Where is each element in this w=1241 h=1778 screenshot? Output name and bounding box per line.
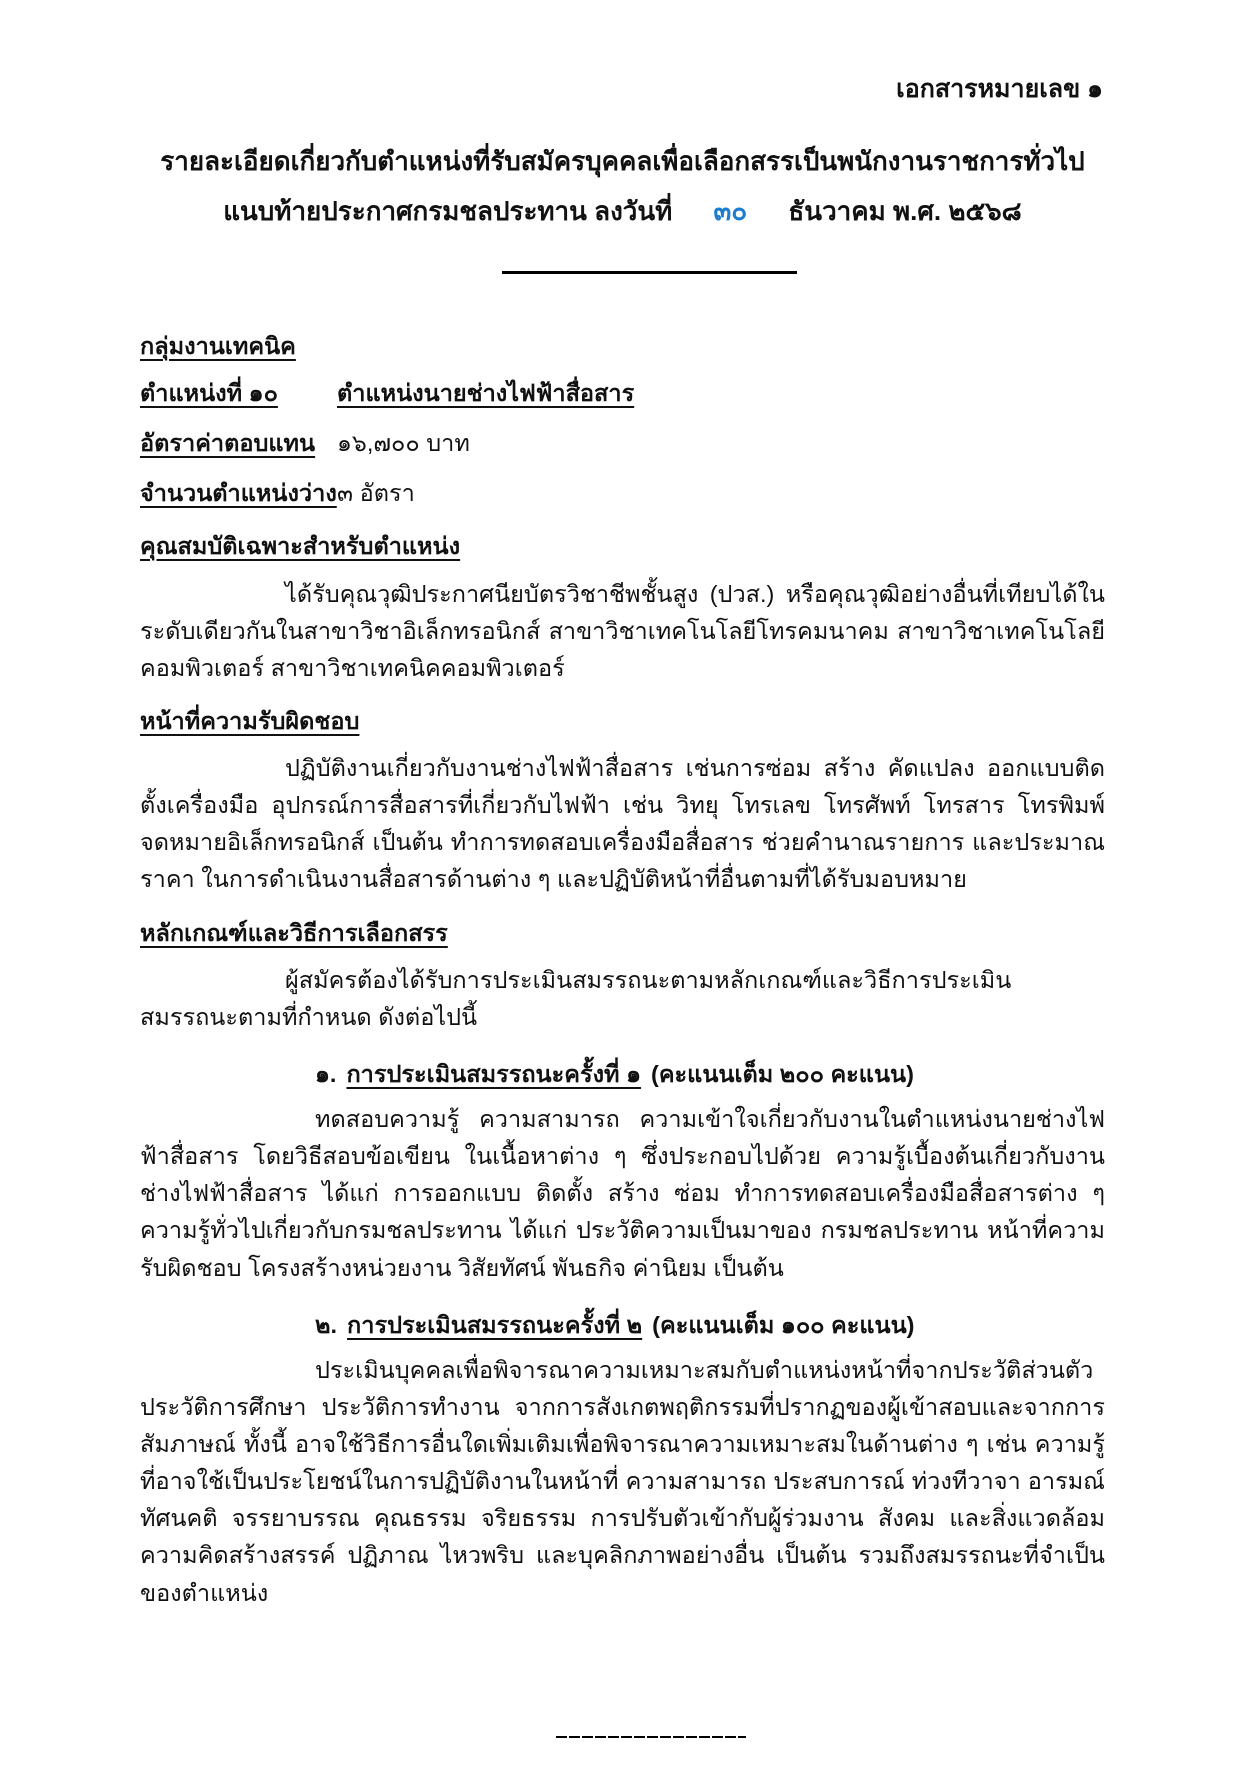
vacancy-label: จำนวนตำแหน่งว่าง xyxy=(140,480,337,507)
position-title: ตำแหน่งนายช่างไฟฟ้าสื่อสาร xyxy=(337,380,635,406)
position-row xyxy=(140,375,1105,412)
criteria-intro: ผู้สมัครต้องได้รับการประเมินสมรรถนะตามหลักเกณฑ์และวิธีการประเมินสมรรถนะตามที่กำหนด ดังต่อไปนี้ xyxy=(140,966,1012,1030)
title-date-suffix: ธันวาคม พ.ศ. ๒๕๖๘ xyxy=(788,196,1022,227)
criteria-item-1-heading xyxy=(315,1056,1105,1093)
duties-body: ปฏิบัติงานเกี่ยวกับงานช่างไฟฟ้าสื่อสาร เช่นการซ่อม สร้าง คัดแปลง ออกแบบติดตั้งเครื่องมือ อุปกรณ์การสื่อสารที่เกี่ยวกับไฟฟ้า เช่น วิทยุ โทรเลข โทรศัพท์ โทรสาร โทรพิมพ์ จดหมายอิเล็กทรอนิกส์ เป็นต้น ทำการทดสอบเครื่องมือสื่อสาร ช่วยคำนาณรายการ และประมาณราคา ในการดำเนินงานสื่อสารด้านต่าง ๆ และปฏิบัติหน้าที่อื่นตามที่ได้รับมอบหมาย xyxy=(140,755,1105,893)
footer-divider xyxy=(556,1736,746,1738)
title-divider xyxy=(502,271,797,274)
criteria-item-1-score: (คะแนนเต็ม ๒๐๐ คะแนน) xyxy=(651,1060,914,1087)
page-title: รายละเอียดเกี่ยวกับตำแหน่งที่รับสมัครบุคคลเพื่อเลือกสรรเป็นพนักงานราชการทั่วไป xyxy=(160,145,1085,176)
qualifications-body: ได้รับคุณวุฒิประกาศนียบัตรวิชาชีพชั้นสูง (ปวส.) หรือคุณวุฒิอย่างอื่นที่เทียบได้ในระดับเดียวกันในสาขาวิชาอิเล็กทรอนิกส์ สาขาวิชาเทคโนโลยีโทรคมนาคม สาขาวิชาเทคโนโลยีคอมพิวเตอร์ สาขาวิชาเทคนิคคอมพิวเตอร์ xyxy=(140,580,1105,681)
title-date-line xyxy=(140,186,1105,237)
criteria-item-2-body: ประเมินบุคคลเพื่อพิจารณาความเหมาะสมกับตำแหน่งหน้าที่จากประวัติส่วนตัว ประวัติการศึกษา ประวัติการทำงาน จากการสังเกตพฤติกรรมที่ปรากฏของผู้เข้าสอบและจากการสัมภาษณ์ ทั้งนี้ อาจใช้วิธีการอื่นใดเพิ่มเติมเพื่อพิจารณาความเหมาะสมในด้านต่าง ๆ เช่น ความรู้ที่อาจใช้เป็นประโยชน์ในการปฏิบัติงานในหน้าที่ ความสามารถ ประสบการณ์ ท่วงทีวาจา อารมณ์ ทัศนคติ จรรยาบรรณ คุณธรรม จริยธรรม การปรับตัวเข้ากับผู้ร่วมงาน สังคม และสิ่งแวดล้อม ความคิดสร้างสรรค์ ปฏิภาณ ไหวพริบ และบุคลิกภาพอย่างอื่น เป็นต้น รวมถึงสมรรถนะที่จำเป็นของตำแหน่ง xyxy=(140,1356,1105,1606)
criteria-item-2-score: (คะแนนเต็ม ๑๐๐ คะแนน) xyxy=(652,1311,915,1338)
qualifications-heading: คุณสมบัติเฉพาะสำหรับตำแหน่ง xyxy=(140,533,461,560)
salary-label: อัตราค่าตอบแทน xyxy=(140,430,316,457)
criteria-item-2-heading xyxy=(315,1307,1105,1344)
group-heading: กลุ่มงานเทคนิค xyxy=(140,332,296,359)
salary-value: ๑๖,๗๐๐ บาท xyxy=(337,430,470,457)
position-label: ตำแหน่งที่ ๑๐ xyxy=(140,380,278,406)
criteria-heading: หลักเกณฑ์และวิธีการเลือกสรร xyxy=(140,919,448,946)
title-block xyxy=(140,136,1105,237)
vacancy-value: ๓ อัตรา xyxy=(337,480,415,507)
salary-row xyxy=(140,425,1105,462)
criteria-item-2-number: ๒. xyxy=(315,1311,338,1338)
duties-heading: หน้าที่ความรับผิดชอบ xyxy=(140,707,360,734)
criteria-item-2-title: การประเมินสมรรถนะครั้งที่ ๒ xyxy=(347,1311,643,1338)
criteria-item-1-number: ๑. xyxy=(315,1060,337,1087)
criteria-item-1-title: การประเมินสมรรถนะครั้งที่ ๑ xyxy=(346,1060,641,1087)
doc-number: เอกสารหมายเลข ๑ xyxy=(896,75,1103,103)
title-date-prefix: แนบท้ายประกาศกรมชลประทาน ลงวันที่ xyxy=(223,196,673,227)
title-date-day: ๓๐ xyxy=(713,196,748,227)
criteria-item-1-body: ทดสอบความรู้ ความสามารถ ความเข้าใจเกี่ยวกับงานในตำแหน่งนายช่างไฟฟ้าสื่อสาร โดยวิธีสอบข้อเขียน ในเนื้อหาต่าง ๆ ซึ่งประกอบไปด้วย ความรู้เบื้องต้นเกี่ยวกับงานช่างไฟฟ้าสื่อสาร ได้แก่ การออกแบบ ติดตั้ง สร้าง ซ่อม ทำการทดสอบเครื่องมือสื่อสารต่าง ๆ ความรู้ทั่วไปเกี่ยวกับกรมชลประทาน ได้แก่ ประวัติความเป็นมาของ กรมชลประทาน หน้าที่ความรับผิดชอบ โครงสร้างหน่วยงาน วิสัยทัศน์ พันธกิจ ค่านิยม เป็นต้น xyxy=(140,1106,1105,1281)
vacancy-row xyxy=(140,475,1105,512)
